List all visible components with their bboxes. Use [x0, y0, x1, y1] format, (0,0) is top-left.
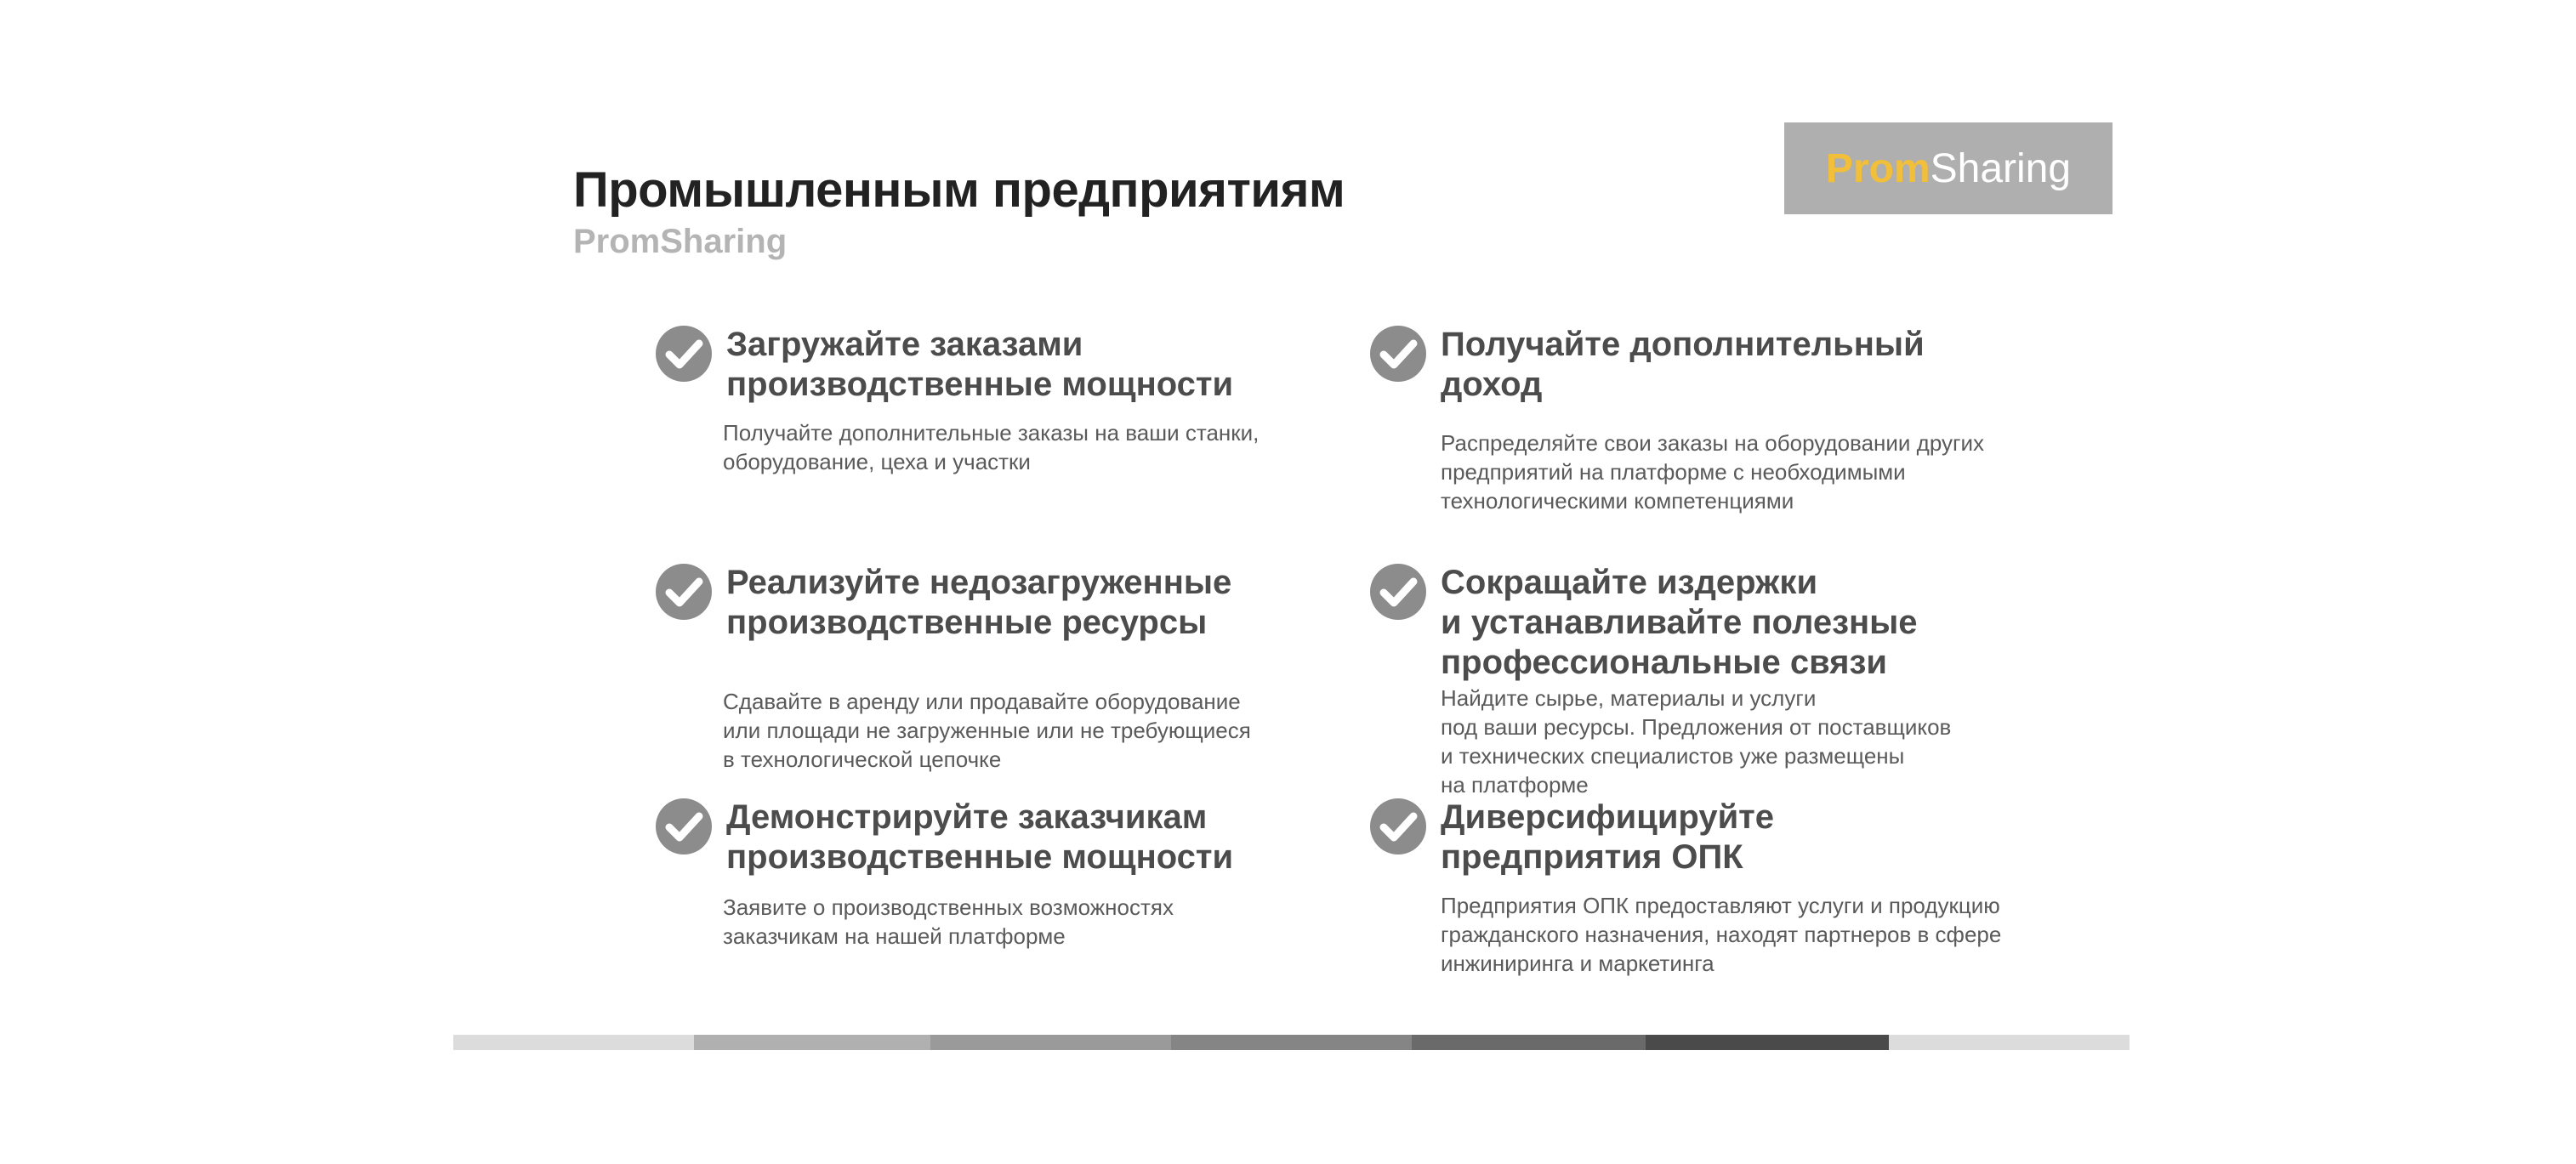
bar-segment — [1646, 1035, 1889, 1050]
bar-segment — [1171, 1035, 1412, 1050]
bar-segment — [930, 1035, 1171, 1050]
feature-title: Демонстрируйте заказчикам производственные мощности — [726, 798, 1234, 876]
feature-description: Получайте дополнительные заказы на ваши станки, оборудование, цеха и участки — [723, 420, 1260, 474]
bar-segment — [453, 1035, 694, 1050]
logo-sharing-text: Sharing — [1930, 145, 2072, 191]
check-circle-icon — [1369, 325, 1427, 383]
slide-subtitle: PromSharing — [573, 223, 788, 260]
bottom-divider-bar — [453, 1035, 2130, 1050]
check-circle-icon — [1369, 798, 1427, 855]
slide-title: Промышленным предприятиям — [573, 162, 1345, 218]
feature-description: Предприятия ОПК предоставляют услуги и продукцию гражданского назначения, находят партнеров в сфере инжиниринга и маркетинга — [1441, 893, 2002, 976]
promsharing-logo — [1784, 122, 2113, 214]
feature-description: Сдавайте в аренду или продавайте оборудование или площади не загруженные или не требующиеся в технологической цепочке — [723, 689, 1251, 772]
feature-description: Найдите сырье, материалы и услуги под ваши ресурсы. Предложения от поставщиков и технических специалистов уже размещены на платформе — [1441, 685, 1952, 798]
feature-title: Диверсифицируйте предприятия ОПК — [1441, 798, 1775, 876]
check-circle-icon — [655, 563, 713, 621]
feature-title: Сокращайте издержки и устанавливайте полезные профессиональные связи — [1441, 564, 1918, 681]
logo-prom-text: Prom — [1825, 145, 1931, 191]
bar-segment — [694, 1035, 930, 1050]
check-circle-icon — [655, 798, 713, 855]
check-circle-icon — [655, 325, 713, 383]
feature-title: Загружайте заказами производственные мощности — [726, 326, 1234, 403]
check-circle-icon — [1369, 563, 1427, 621]
feature-title: Реализуйте недозагруженные производственные ресурсы — [726, 564, 1232, 641]
bar-segment — [1412, 1035, 1646, 1050]
feature-description: Заявите о производственных возможностях заказчикам на нашей платформе — [723, 894, 1174, 949]
feature-title: Получайте дополнительный доход — [1441, 326, 1925, 403]
feature-description: Распределяйте свои заказы на оборудовании других предприятий на платформе с необходимыми технологическими компетенциями — [1441, 430, 1985, 514]
bar-segment — [1889, 1035, 2130, 1050]
